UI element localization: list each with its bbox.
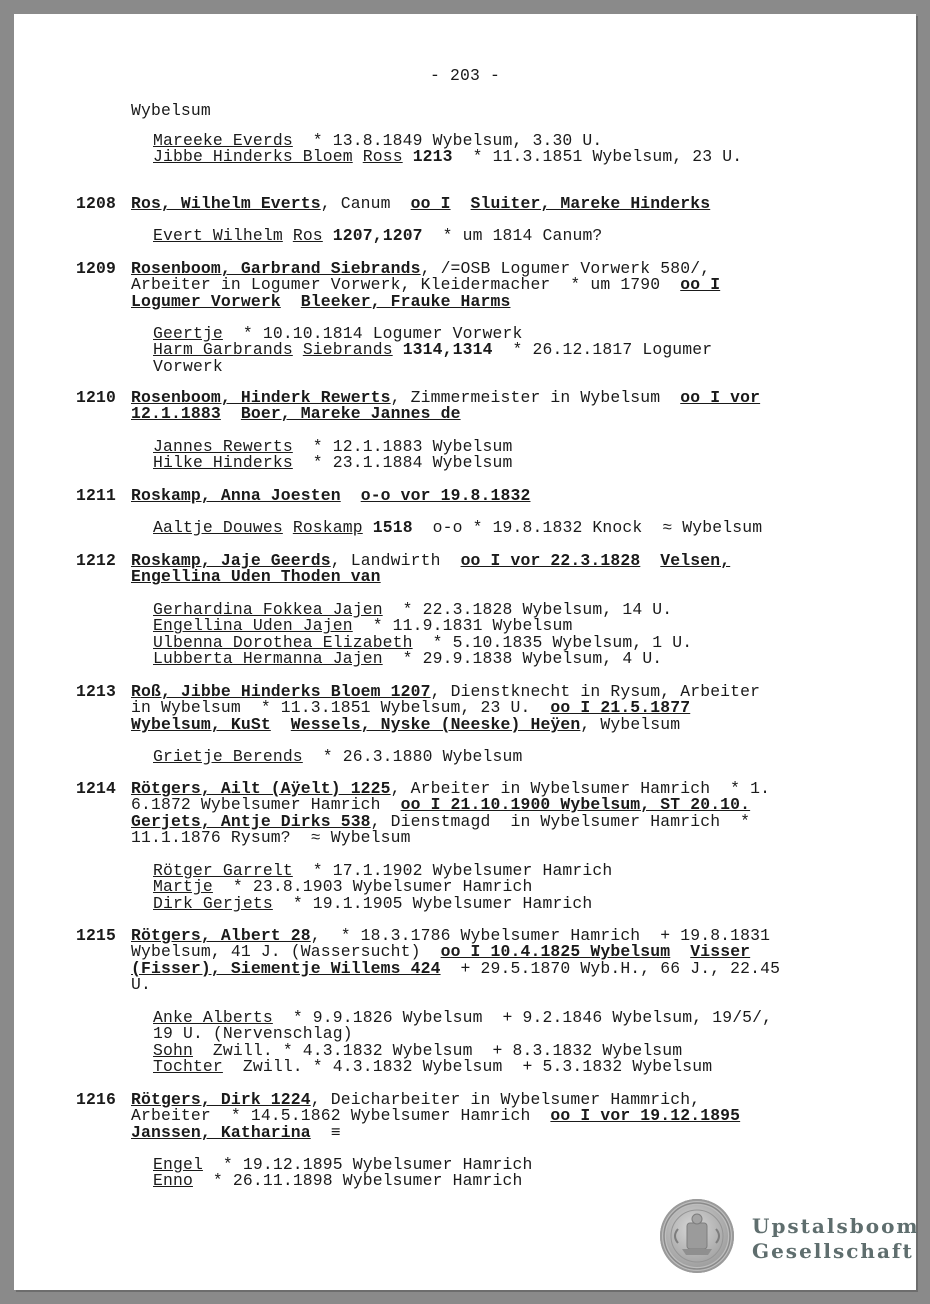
text-segment: * 26.11.1898 Wybelsumer Hamrich [192,1171,523,1191]
emphasis-text: Roskamp, Jaje Geerds [131,551,331,570]
text-line [131,1122,740,1142]
entry-number: 1212 [76,551,116,570]
emphasis-text: Visser [690,942,751,962]
children-list [153,520,762,536]
text-line [131,196,710,212]
children-list [153,749,523,765]
text-line [153,356,712,376]
children-list [153,602,692,668]
emphasis-text: oo I 21.5.1877 [550,698,691,718]
text-segment [323,226,333,245]
emphasis-text: Velsen, [660,551,731,570]
text-segment [271,715,291,734]
text-segment [451,194,471,213]
text-line [131,958,781,978]
text-segment [283,518,293,537]
text-segment: * 23.8.1903 Wybelsumer Hamrich [212,877,533,897]
emphasis-text: Wessels, Nyske (Neeske) Heÿen [290,714,581,734]
text-segment: 6.1872 Wybelsumer Hamrich [131,795,401,815]
person-name: Tochter [153,1057,223,1077]
text-segment: * 10.10.1814 Logumer Vorwerk [222,324,523,343]
document-page [14,14,920,1290]
entry-number: 1211 [76,486,116,505]
entry-text [131,781,770,847]
text-line [131,569,730,585]
person-name: Sohn [153,1040,193,1060]
person-name: Anke Alberts [153,1008,273,1027]
society-name-line1: Upstalsboom [752,1214,920,1238]
text-segment: * 5.10.1835 Wybelsum, 1 U. [412,632,693,652]
text-segment: * 22.3.1828 Wybelsum, 14 U. [382,600,673,619]
emphasis-text: Roß, Jibbe Hinderks Bloem 1207 [131,682,431,701]
text-segment [640,551,660,570]
emphasis-text: oo I vor 19.12.1895 [550,1106,741,1126]
intro-place: Wybelsum [131,101,211,120]
emphasis-text: Rosenboom, Hinderk Rewerts [131,388,391,407]
text-segment: * 11.9.1831 Wybelsum [352,616,573,636]
emphasis-text: Rötgers, Albert 28 [131,926,311,945]
emphasis-text: Sluiter, Mareke Hinderks [470,194,711,213]
text-segment: * um 1814 Canum? [422,226,603,245]
children-list [153,1010,772,1076]
emphasis-text: oo I 21.10.1900 Wybelsum, ST 20.10. [400,795,751,815]
text-line [153,455,513,471]
children-list [153,439,513,472]
person-name: Engellina Uden Jajen [153,616,353,636]
person-name: Grietje Berends [153,747,303,766]
emphasis-text: Logumer Vorwerk [131,291,281,311]
person-name: Ross [362,147,403,167]
person-name: Enno [153,1171,193,1191]
emphasis-text: (Fisser), Siementje Willems 424 [131,958,441,978]
emphasis-text: 1314,1314 [402,340,493,360]
page-number: - 203 - [430,66,500,85]
person-name: Jannes Rewerts [153,437,293,456]
text-segment: , Arbeiter in Wybelsumer Hamrich * 1. [390,779,771,798]
entry-text [131,488,530,504]
children-list [153,863,612,912]
emphasis-text: 1518 [372,518,413,537]
emphasis-text: o-o vor 19.8.1832 [360,486,531,505]
emphasis-text: Rötgers, Ailt (Aÿelt) 1225 [131,779,391,798]
text-segment: Wybelsum, 41 J. (Wassersucht) [131,942,441,962]
text-segment: , * 18.3.1786 Wybelsumer Hamrich + 19.8.1831 [310,926,771,945]
text-segment [221,404,241,423]
person-name: Dirk Gerjets [153,893,273,913]
person-name: Roskamp [292,518,363,537]
person-name: Hilke Hinderks [153,453,293,473]
text-segment: Vorwerk [153,356,223,376]
text-segment: , /=OSB Logumer Vorwerk 580/, [420,259,711,278]
text-segment: ≡ [310,1122,341,1142]
emphasis-text: oo I [410,194,451,213]
emphasis-text: oo I 10.4.1825 Wybelsum [440,942,671,962]
entry-number: 1216 [76,1090,116,1109]
emphasis-text: Boer, Mareke Jannes de [240,404,461,424]
text-segment [363,518,373,537]
entry-number: 1210 [76,388,116,407]
text-segment: * 13.8.1849 Wybelsum, 3.30 U. [292,131,603,150]
entry-text [131,553,730,586]
person-name: Jibbe Hinderks Bloem [153,147,353,167]
text-line [153,228,602,244]
entry-text [131,928,780,994]
text-segment: , Wybelsum [580,714,681,734]
entry-text [131,1092,740,1141]
text-segment: , Dienstknecht in Rysum, Arbeiter [430,682,761,701]
text-segment: * 17.1.1902 Wybelsumer Hamrich [292,861,613,880]
text-segment: * 26.12.1817 Logumer [492,340,713,360]
text-segment: Arbeiter * 14.5.1862 Wybelsumer Hamrich [131,1106,551,1126]
text-line [131,488,530,504]
text-segment: * 29.9.1838 Wybelsum, 4 U. [382,649,663,669]
text-segment: , Landwirth [330,551,461,570]
emphasis-text: Roskamp, Anna Joesten [131,486,341,505]
intro-children [153,133,742,166]
person-name: Harm Garbrands [153,340,293,360]
text-line [153,1059,772,1075]
text-segment: in Wybelsum * 11.3.1851 Wybelsum, 23 U. [131,698,551,718]
person-name: Gerhardina Fokkea Jajen [153,600,383,619]
text-line [153,520,762,536]
text-segment [393,340,403,359]
emphasis-text: oo I vor [680,388,761,407]
text-segment [353,147,363,166]
text-segment: * 26.3.1880 Wybelsum [302,747,523,766]
seal-emblem-icon [660,1199,734,1273]
text-segment: Zwill. * 4.3.1832 Wybelsum + 8.3.1832 Wybelsum [192,1040,683,1060]
emphasis-text: 1213 [412,147,453,167]
person-name: Siebrands [302,340,393,360]
text-segment [283,226,293,245]
text-line [131,406,760,422]
person-name: Lubberta Hermanna Jajen [153,649,383,669]
text-segment: * 9.9.1826 Wybelsum + 9.2.1846 Wybelsum, 19/5/, [272,1008,773,1027]
emphasis-text: Wybelsum, KuSt [131,714,271,734]
emphasis-text: oo I vor 22.3.1828 [460,551,641,570]
text-segment [293,340,303,359]
text-segment: , Zimmermeister in Wybelsum [390,388,681,407]
entry-text [131,261,720,310]
person-name: Ros [292,226,323,245]
society-logo-text [752,1214,920,1264]
text-segment: * 12.1.1883 Wybelsum [292,437,513,456]
entry-text [131,390,760,423]
person-name: Geertje [153,324,223,343]
entry-number: 1215 [76,926,116,945]
text-segment [341,486,361,505]
person-name: Ulbenna Dorothea Elizabeth [153,632,413,652]
emphasis-text: Janssen, Katharina [131,1122,311,1142]
person-name: Rötger Garrelt [153,861,293,880]
text-segment: 11.1.1876 Rysum? ≈ Wybelsum [131,828,411,848]
text-segment: o-o * 19.8.1832 Knock ≈ Wybelsum [412,518,763,537]
person-name: Martje [153,877,213,897]
emphasis-text: 1207,1207 [332,226,423,245]
person-name: Aaltje Douwes [153,518,283,537]
text-segment: * 19.1.1905 Wybelsumer Hamrich [272,893,593,913]
emphasis-text: Gerjets, Antje Dirks 538 [131,811,371,831]
emphasis-text: Engellina Uden Thoden van [131,567,381,587]
text-line [131,714,760,734]
text-line [131,977,780,993]
person-name: Engel [153,1155,203,1174]
text-segment: * 23.1.1884 Wybelsum [292,453,513,473]
text-line [131,291,720,311]
emphasis-text: Rosenboom, Garbrand Siebrands [131,259,421,278]
emphasis-text: Bleeker, Frauke Harms [300,291,511,311]
text-line [153,1173,532,1189]
text-segment [403,147,413,166]
text-segment [281,292,301,311]
text-line [131,830,770,846]
text-segment: Zwill. * 4.3.1832 Wybelsum + 5.3.1832 Wybelsum [222,1057,713,1077]
entry-number: 1213 [76,682,116,701]
text-segment: U. [131,975,151,995]
text-line [153,749,523,765]
text-line [153,149,742,165]
person-name: Evert Wilhelm [153,226,283,245]
text-segment: * 11.3.1851 Wybelsum, 23 U. [452,147,743,167]
text-segment: + 29.5.1870 Wyb.H., 66 J., 22.45 [440,958,781,978]
emphasis-text: oo I [680,275,721,295]
children-list [153,326,712,375]
text-line [153,893,612,913]
text-segment: , Canum [320,194,411,213]
society-name-line2: Gesellschaft [752,1239,914,1263]
entry-number: 1209 [76,259,116,278]
children-list [153,228,602,244]
entry-text [131,684,760,733]
emphasis-text: Rötgers, Dirk 1224 [131,1090,311,1109]
emphasis-text: Ros, Wilhelm Everts [131,194,321,213]
emphasis-text: 12.1.1883 [131,404,221,424]
text-segment: Arbeiter in Logumer Vorwerk, Kleidermacher * um 1790 [131,275,681,295]
entry-number: 1214 [76,779,116,798]
text-segment: , Deicharbeiter in Wybelsumer Hammrich, [310,1090,701,1109]
children-list [153,1157,532,1190]
text-segment: , Dienstmagd in Wybelsumer Hamrich * [370,811,751,831]
entry-number: 1208 [76,194,116,213]
entry-text [131,196,710,212]
text-segment: * 19.12.1895 Wybelsumer Hamrich [202,1155,533,1174]
text-line [153,651,692,667]
text-line [153,342,712,358]
person-name: Mareeke Everds [153,131,293,150]
text-segment: 19 U. (Nervenschlag) [153,1024,353,1044]
